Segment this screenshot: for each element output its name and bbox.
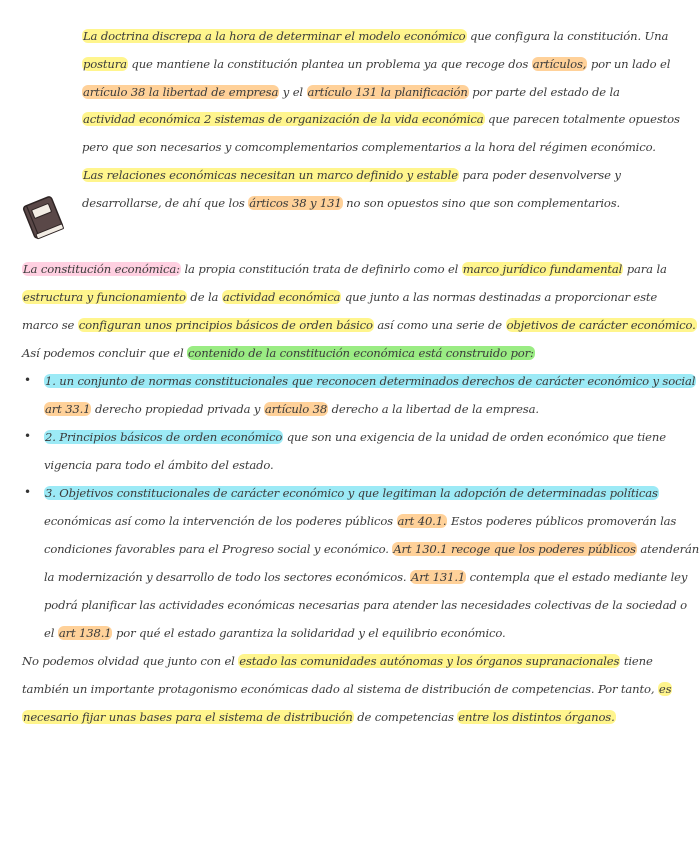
highlighted-text: necesario fijar unas bases para el sistema de distribución [23,710,353,724]
text-line [44,624,506,642]
text-segment: desarrollarse, de ahí que los [82,195,249,210]
text-segment: por parte del estado de la [468,84,620,99]
text-line [44,372,696,390]
text-segment: y el [279,84,307,99]
text-segment: la modernización y desarrollo de todo los sectores económicos. [44,570,410,584]
text-segment: condiciones favorables para el Progreso social y económico. [44,542,393,556]
highlighted-text: 1. un conjunto de normas constitucionales que reconocen determinados derechos de carácter económico y social [45,374,696,388]
text-line [44,512,676,530]
text-line [82,27,668,45]
text-segment: para poder desenvolverse y [458,168,621,182]
text-segment: así como una serie de [373,318,506,332]
highlighted-text: estructura y funcionamiento [23,290,186,304]
text-line [22,708,616,726]
text-line [44,400,539,418]
highlighted-text: La constitución económica: [23,262,180,276]
text-line [22,344,535,362]
highlighted-text: postura [83,56,127,71]
text-line [22,680,672,698]
highlighted-text: artículo 38 la libertad de empresa [83,84,279,99]
text-line [82,55,670,73]
text-segment: de la [186,290,222,304]
text-line [22,652,653,670]
text-segment: Así podemos concluir que el [22,346,188,360]
highlighted-text: Las relaciones económicas necesitan un marco definido y estable [83,168,458,182]
highlighted-text: artículo 131 la planificación [307,84,468,99]
text-segment: pero que son necesarios y comcomplementarios complementarios a la hora del régimen económico. [82,140,656,155]
highlighted-text: árticos 38 y 131 [249,195,342,210]
book-icon [20,194,68,240]
highlighted-text: entre los distintos órganos. [458,710,615,724]
highlighted-text: es [658,682,672,696]
highlighted-text: artículo 38 [264,402,328,416]
text-line [44,568,687,586]
highlighted-text: 3. Objetivos constitucionales de carácter económico y que legitiman la adopción de determinadas políticas [45,486,658,500]
text-line [82,194,620,212]
text-line [44,428,666,446]
text-segment: vigencia para todo el ámbito del estado. [44,458,274,472]
highlighted-text: configuran unos principios básicos de orden básico [78,318,373,332]
text-segment: para la [623,262,667,276]
text-segment: de competencias [353,710,458,724]
text-segment: derecho propiedad privada y [91,402,264,416]
text-line [82,83,620,101]
text-segment: que parecen totalmente opuestos [484,112,680,127]
text-segment: la propia constitución trata de definirlo como el [180,262,462,276]
text-line [82,166,621,184]
text-segment: Estos poderes públicos promoverán las [447,514,677,528]
text-line [22,260,667,278]
text-line [44,540,699,558]
text-segment: No podemos olvidad que junto con el [22,654,239,668]
text-segment: podrá planificar las actividades económicas necesarias para atender las necesidades colectivas de la sociedad o [44,598,687,612]
text-line [82,138,656,156]
text-line [22,288,657,306]
text-line [44,596,687,614]
text-line [82,110,680,128]
highlighted-text: art 138.1 [58,626,112,640]
highlighted-text: marco jurídico fundamental [462,262,623,276]
text-segment: el [44,626,58,640]
highlighted-text: contenido de la constitución económica está construido por: [188,346,534,360]
text-segment: no son opuestos sino que son complementarios. [342,195,621,210]
text-segment: tiene [620,654,653,668]
highlighted-text: art 33.1 [45,402,91,416]
highlighted-text: estado las comunidades autónomas y los órganos supranacionales [239,654,620,668]
highlighted-text: 2. Principios básicos de orden económico [45,430,283,444]
text-segment: que son una exigencia de la unidad de orden económico que tiene [283,430,666,444]
highlighted-text: La doctrina discrepa a la hora de determinar el modelo económico [83,29,466,43]
highlighted-text: Art 130.1 recoge que los poderes públicos [393,542,636,556]
highlighted-text: artículos, [532,56,587,71]
text-segment: que mantiene la constitución plantea un problema ya que recoge dos [127,56,532,71]
highlighted-text: Art 131.1 [410,570,466,584]
highlighted-text: art 40.1. [397,514,447,528]
highlighted-text: objetivos de carácter económico. [506,318,696,332]
text-segment: que junto a las normas destinadas a proporcionar este [341,290,658,304]
text-segment: marco se [22,318,78,332]
text-segment: contempla que el estado mediante ley [466,570,688,584]
bullet-marker: • [24,485,32,499]
highlighted-text: actividad económica [222,290,341,304]
text-segment: atenderán [636,542,699,556]
text-segment: derecho a la libertad de la empresa. [328,402,539,416]
text-segment: por un lado el [587,56,671,71]
text-line [44,456,274,474]
highlighted-text: actividad económica 2 sistemas de organización de la vida económica [83,112,484,127]
text-segment: también un importante protagonismo económicas dado al sistema de distribución de competencias. Por tanto, [22,682,658,696]
bullet-marker: • [24,429,32,443]
text-segment: que configura la constitución. Una [466,29,669,43]
text-segment: económicas así como la intervención de los poderes públicos [44,514,397,528]
text-segment: por qué el estado garantiza la solidaridad y el equilibrio económico. [112,626,506,640]
bullet-marker: • [24,373,32,387]
text-line [22,316,697,334]
text-line [44,484,659,502]
